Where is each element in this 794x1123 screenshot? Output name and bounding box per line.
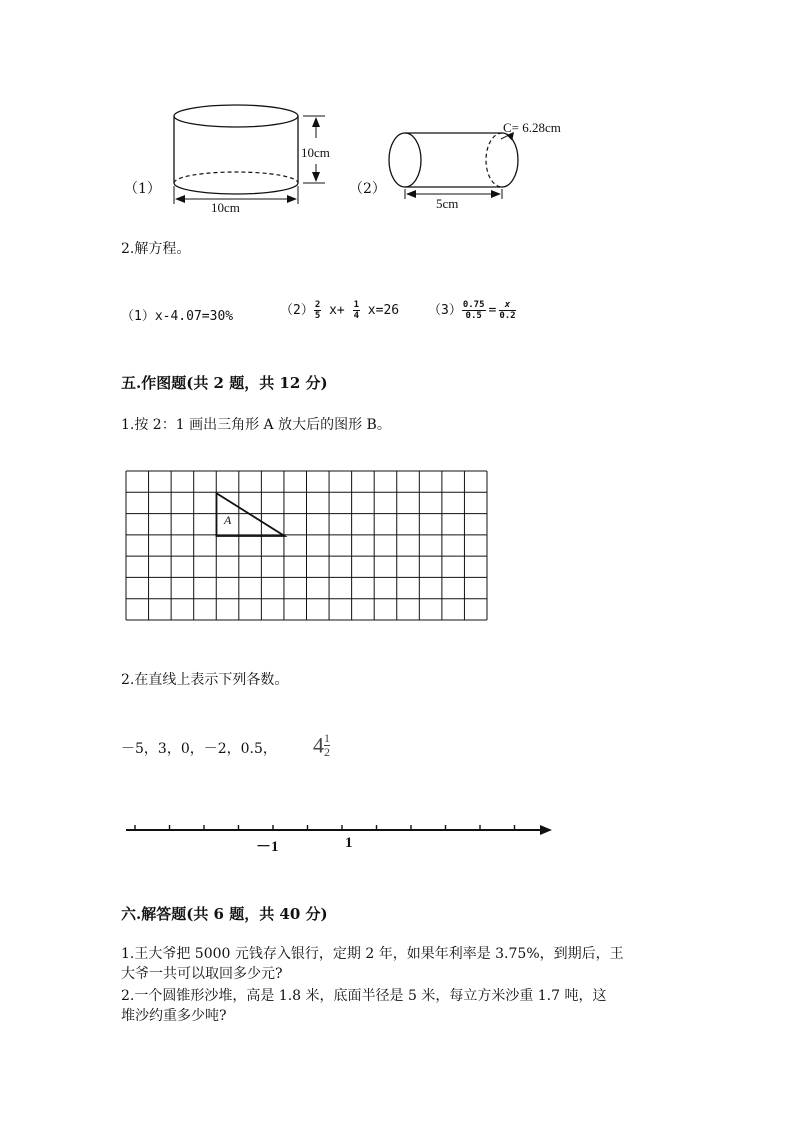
circumference-label: C= 6.28cm [503, 120, 561, 135]
section-6-question-1-line-2: 大爷一共可以取回多少元? [121, 966, 283, 982]
diameter-label: 10cm [211, 200, 240, 215]
equation-2: （2） $\frac{2}{5}$ x+ $\frac{1}{4}$ x=26 [280, 300, 400, 321]
section-5-question-2: 2.在直线上表示下列各数。 [121, 672, 289, 688]
triangle-label: A [224, 513, 232, 527]
section-6-question-1-line-1: 1.王大爷把 5000 元钱存入银行，定期 2 年，如果年利率是 3.75%，到期后，王 [121, 946, 624, 962]
equation-2-label: （2） [280, 303, 314, 318]
section-6-question-2-line-1: 2.一个圆锥形沙堆，高是 1.8 米，底面半径是 5 米，每立方米沙重 1.7 吨，这 [121, 988, 607, 1004]
number-line [120, 818, 560, 842]
section-6-question-2-line-2: 堆沙约重多少吨? [121, 1008, 227, 1024]
equation-3: （3） $\frac{0.75}{0.5}$ = $\frac{x}{0.2}$ [428, 300, 516, 321]
fraction-one-fourth: $\frac{1}{4}$ [353, 300, 359, 321]
tick-label-one: 1 [345, 835, 353, 851]
fraction-right: $\frac{x}{0.2}$ [499, 300, 516, 321]
section-6-heading: 六.解答题(共 6 题，共 40 分) [121, 905, 328, 923]
equation-1-expr: x-4.07=30% [154, 309, 234, 324]
equation-1 [121, 305, 233, 324]
section-5-heading: 五.作图题(共 2 题，共 12 分) [121, 374, 328, 392]
mixed-number: 4 $\frac{1}{2}$ [313, 731, 330, 759]
length-label: 5cm [436, 196, 459, 211]
figure-1-label: （1） [124, 181, 161, 197]
tick-label-negative-one: －1 [256, 839, 279, 855]
question-2-title: 2.解方程。 [121, 241, 191, 257]
fraction-left: $\frac{0.75}{0.5}$ [462, 300, 485, 321]
number-list: －5，3，0，－2，0.5， [121, 741, 277, 757]
figure-2-label: （2） [349, 181, 386, 197]
height-label: 10cm [301, 145, 330, 160]
equation-3-label: （3） [428, 303, 462, 318]
cylinder-figure-1 [160, 100, 370, 225]
fraction-two-fifths: $\frac{2}{5}$ [314, 300, 321, 321]
grid-figure [125, 470, 490, 623]
equation-1-label: （1） [121, 309, 155, 324]
section-5-question-1: 1.按 2：1 画出三角形 A 放大后的图形 B。 [121, 417, 391, 433]
